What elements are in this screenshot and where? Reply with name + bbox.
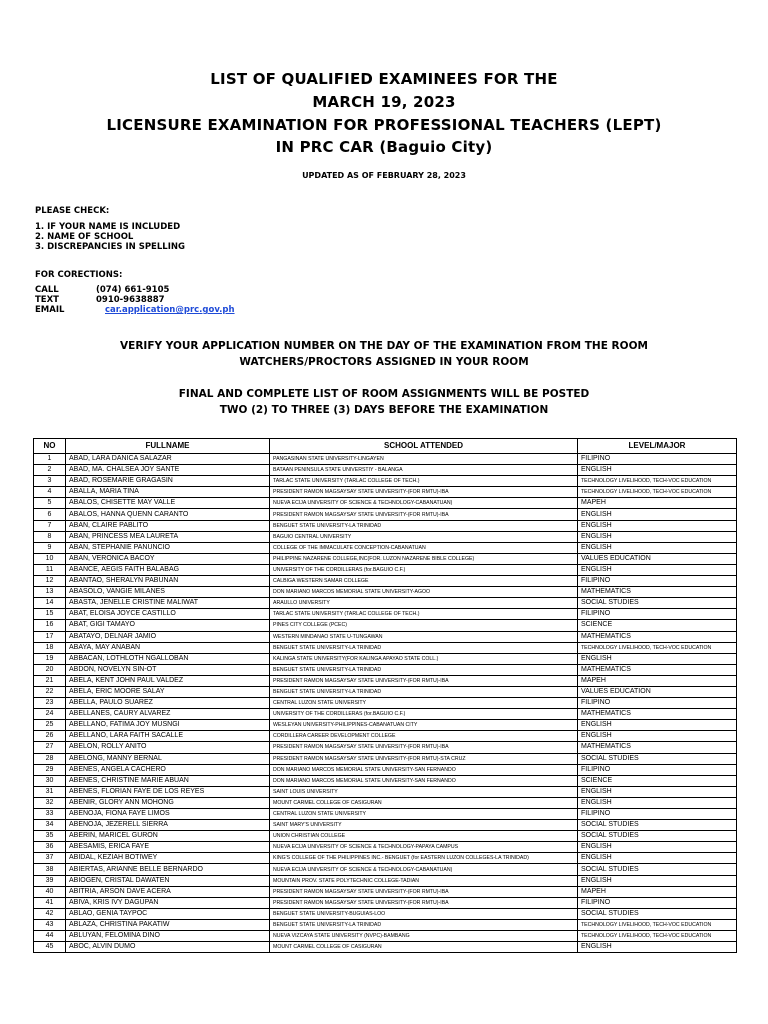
cell-level: ENGLISH — [578, 786, 737, 797]
cell-no: 8 — [34, 531, 66, 542]
cell-school: CORDILLERA CAREER DEVELOPMENT COLLEGE — [270, 731, 578, 742]
cell-level: MAPEH — [578, 498, 737, 509]
column-header-school: SCHOOL ATTENDED — [270, 439, 578, 454]
cell-level: FILIPINO — [578, 764, 737, 775]
cell-school: BATAAN PENINSULA STATE UNIVERSTIY - BALANGA — [270, 465, 578, 476]
cell-level: SCIENCE — [578, 620, 737, 631]
cell-school: TARLAC STATE UNIVERSITY (TARLAC COLLEGE OF TECH.) — [270, 609, 578, 620]
cell-no: 41 — [34, 897, 66, 908]
table-row — [34, 498, 737, 509]
cell-no: 37 — [34, 853, 66, 864]
cell-no: 23 — [34, 698, 66, 709]
text-number: 0910-9638887 — [96, 295, 165, 305]
cell-level: FILIPINO — [578, 576, 737, 587]
title-line-3: LICENSURE EXAMINATION FOR PROFESSIONAL TEACHERS (LEPT) — [106, 116, 662, 134]
title-line-2: MARCH 19, 2023 — [312, 93, 456, 111]
cell-level: VALUES EDUCATION — [578, 553, 737, 564]
table-row — [34, 919, 737, 930]
cell-no: 42 — [34, 908, 66, 919]
table-row — [34, 809, 737, 820]
cell-fullname: ABAT, GIGI TAMAYO — [66, 620, 270, 631]
cell-school: PRESIDENT RAMON MAGSAYSAY STATE UNIVERSITY-(FOR RMTU)-IBA — [270, 897, 578, 908]
cell-no: 38 — [34, 864, 66, 875]
cell-fullname: ABASTA, JENELLE CRISTINE MALIWAT — [66, 598, 270, 609]
table-row — [34, 642, 737, 653]
table-row — [34, 764, 737, 775]
cell-fullname: ABALLA, MARIA TINA — [66, 487, 270, 498]
cell-level: SOCIAL STUDIES — [578, 598, 737, 609]
cell-level: MATHEMATICS — [578, 709, 737, 720]
table-row — [34, 842, 737, 853]
please-check-title: PLEASE CHECK: — [35, 206, 110, 216]
cell-level: ENGLISH — [578, 531, 737, 542]
updated-date: UPDATED AS OF FEBRUARY 28, 2023 — [302, 171, 466, 180]
cell-fullname: ABAD, ROSEMARIE GRAGASIN — [66, 476, 270, 487]
cell-school: BENGUET STATE UNIVERSITY-LA TRINIDAD — [270, 520, 578, 531]
cell-level: ENGLISH — [578, 842, 737, 853]
table-row — [34, 631, 737, 642]
cell-fullname: ABIVA, KRIS IVY DAGUPAN — [66, 897, 270, 908]
cell-no: 28 — [34, 753, 66, 764]
cell-fullname: ABELA, ERIC MOORE SALAY — [66, 686, 270, 697]
cell-level: ENGLISH — [578, 720, 737, 731]
table-row — [34, 454, 737, 465]
cell-level: TECHNOLOGY LIVELIHOOD, TECH-VOC EDUCATION — [578, 476, 737, 487]
cell-no: 21 — [34, 675, 66, 686]
table-row — [34, 786, 737, 797]
cell-school: NUEVA ECIJA UNIVERSITY OF SCIENCE & TECHNOLOGY-CABANATUAN) — [270, 498, 578, 509]
cell-fullname: ABIERTAS, ARIANNE BELLE BERNARDO — [66, 864, 270, 875]
cell-school: PRESIDENT RAMON MAGSAYSAY STATE UNIVERSITY-(FOR RMTU)-STA CRUZ — [270, 753, 578, 764]
cell-school: PRESIDENT RAMON MAGSAYSAY STATE UNIVERSITY-(FOR RMTU)-IBA — [270, 487, 578, 498]
text-label: TEXT — [35, 295, 59, 305]
cell-school: KALINGA STATE UNIVERSITY(FOR KALINGA APAYAO STATE COLL.) — [270, 653, 578, 664]
cell-fullname: ABDON, NOVELYN SIN-OT — [66, 664, 270, 675]
cell-no: 4 — [34, 487, 66, 498]
cell-school: NUEVA VIZCAYA STATE UNIVERSITY (NVPC)-BAMBANG — [270, 931, 578, 942]
cell-fullname: ABELLA, PAULO SUAREZ — [66, 698, 270, 709]
table-row — [34, 542, 737, 553]
cell-level: MAPEH — [578, 886, 737, 897]
cell-level: ENGLISH — [578, 564, 737, 575]
table-body — [34, 454, 737, 953]
cell-fullname: ABENES, ANGELA CACHERO — [66, 764, 270, 775]
verify-line-2: WATCHERS/PROCTORS ASSIGNED IN YOUR ROOM — [239, 356, 529, 368]
cell-no: 43 — [34, 919, 66, 930]
cell-level: FILIPINO — [578, 698, 737, 709]
cell-level: ENGLISH — [578, 942, 737, 953]
cell-fullname: ABAN, PRINCESS MEA LAURETA — [66, 531, 270, 542]
cell-school: MOUNT CARMEL COLLEGE OF CASIGURAN — [270, 942, 578, 953]
cell-fullname: ABERIN, MARICEL GURON — [66, 831, 270, 842]
cell-school: BENGUET STATE UNIVERSITY-LA TRINIDAD — [270, 642, 578, 653]
table-row — [34, 897, 737, 908]
cell-fullname: ABIDAL, KEZIAH BOTIWEY — [66, 853, 270, 864]
table-row — [34, 831, 737, 842]
check-item-2: 2. NAME OF SCHOOL — [35, 232, 134, 242]
cell-school: WESTERN MINDANAO STATE U-TUNGAWAN — [270, 631, 578, 642]
cell-no: 14 — [34, 598, 66, 609]
cell-fullname: ABESAMIS, ERICA FAYE — [66, 842, 270, 853]
cell-level: ENGLISH — [578, 465, 737, 476]
cell-level: TECHNOLOGY LIVELIHOOD, TECH-VOC EDUCATION — [578, 642, 737, 653]
table-row — [34, 864, 737, 875]
email-row — [35, 305, 235, 315]
cell-no: 19 — [34, 653, 66, 664]
final-line-1: FINAL AND COMPLETE LIST OF ROOM ASSIGNMENTS WILL BE POSTED — [178, 388, 590, 400]
cell-fullname: ABELA, KENT JOHN PAUL VALDEZ — [66, 675, 270, 686]
cell-no: 3 — [34, 476, 66, 487]
cell-school: CENTRAL LUZON STATE UNIVERSITY — [270, 809, 578, 820]
cell-level: ENGLISH — [578, 731, 737, 742]
table-header-row — [34, 439, 737, 454]
cell-school: WESLEYAN UNIVERSITY-PHILIPPINES-CABANATUAN CITY — [270, 720, 578, 731]
corrections-title: FOR CORECTIONS: — [35, 270, 123, 280]
cell-fullname: ABENOJA, JEZERELL SIERRA — [66, 820, 270, 831]
table-row — [34, 509, 737, 520]
cell-fullname: ABAN, VERONICA BACOY — [66, 553, 270, 564]
cell-no: 5 — [34, 498, 66, 509]
cell-school: DON MARIANO MARCOS MEMORIAL STATE UNIVERSITY-SAN FERNANDO — [270, 775, 578, 786]
cell-school: PRESIDENT RAMON MAGSAYSAY STATE UNIVERSITY-(FOR RMTU)-IBA — [270, 742, 578, 753]
table-row — [34, 797, 737, 808]
table-row — [34, 553, 737, 564]
cell-level: ENGLISH — [578, 797, 737, 808]
table-row — [34, 564, 737, 575]
final-line-2: TWO (2) TO THREE (3) DAYS BEFORE THE EXAMINATION — [219, 404, 549, 416]
cell-school: COLLEGE OF THE IMMACULATE CONCEPTION-CABANATUAN — [270, 542, 578, 553]
cell-school: NUEVA ECIJA UNIVERSITY OF SCIENCE & TECHNOLOGY-PAPAYA CAMPUS — [270, 842, 578, 853]
cell-no: 35 — [34, 831, 66, 842]
cell-no: 9 — [34, 542, 66, 553]
final-list-notice — [0, 386, 768, 418]
cell-school: UNION CHRISTIAN COLLEGE — [270, 831, 578, 842]
table-row — [34, 675, 737, 686]
table-row — [34, 620, 737, 631]
cell-no: 2 — [34, 465, 66, 476]
cell-no: 40 — [34, 886, 66, 897]
cell-fullname: ABAYA, MAY ANABAN — [66, 642, 270, 653]
cell-fullname: ABASOLO, VANGIE MILANES — [66, 587, 270, 598]
cell-fullname: ABIOGEN, CRISTAL DAWATEN — [66, 875, 270, 886]
cell-school: MOUNTAIN PROV. STATE POLYTECHNIC COLLEGE-TADIAN — [270, 875, 578, 886]
column-header-fullname: FULLNAME — [66, 439, 270, 454]
cell-fullname: ABAD, LARA DANICA SALAZAR — [66, 454, 270, 465]
cell-school: PANGASINAN STATE UNIVERSITY-LINGAYEN — [270, 454, 578, 465]
cell-level: FILIPINO — [578, 809, 737, 820]
cell-school: CALBIGA WESTERN SAMAR COLLEGE — [270, 576, 578, 587]
cell-level: VALUES EDUCATION — [578, 686, 737, 697]
table-row — [34, 853, 737, 864]
cell-no: 7 — [34, 520, 66, 531]
cell-school: DON MARIANO MARCOS MEMORIAL STATE UNIVERSITY-AGOO — [270, 587, 578, 598]
table-row — [34, 698, 737, 709]
cell-fullname: ABELLANO, FATIMA JOY MUSNGI — [66, 720, 270, 731]
cell-fullname: ABALOS, HANNA QUENN CARANTO — [66, 509, 270, 520]
cell-no: 45 — [34, 942, 66, 953]
cell-level: ENGLISH — [578, 509, 737, 520]
cell-no: 10 — [34, 553, 66, 564]
cell-level: ENGLISH — [578, 520, 737, 531]
contact-info — [35, 285, 235, 315]
cell-no: 15 — [34, 609, 66, 620]
cell-level: TECHNOLOGY LIVELIHOOD, TECH-VOC EDUCATION — [578, 919, 737, 930]
cell-fullname: ABENES, CHRISTINE MARIE ABUAN — [66, 775, 270, 786]
cell-fullname: ABAN, CLAIRE PABLITO — [66, 520, 270, 531]
table-row — [34, 576, 737, 587]
email-label: EMAIL — [35, 305, 65, 315]
title-line-4: IN PRC CAR (Baguio City) — [275, 138, 493, 156]
cell-no: 20 — [34, 664, 66, 675]
table-row — [34, 753, 737, 764]
cell-level: MAPEH — [578, 675, 737, 686]
cell-fullname: ABOC, ALVIN DUMO — [66, 942, 270, 953]
table-row — [34, 775, 737, 786]
cell-level: MATHEMATICS — [578, 664, 737, 675]
cell-no: 22 — [34, 686, 66, 697]
cell-level: ENGLISH — [578, 653, 737, 664]
cell-no: 6 — [34, 509, 66, 520]
cell-level: ENGLISH — [578, 875, 737, 886]
cell-fullname: ABAT, ELOISA JOYCE CASTILLO — [66, 609, 270, 620]
cell-school: ARAULLO UNIVERSITY — [270, 598, 578, 609]
table-row — [34, 709, 737, 720]
call-label: CALL — [35, 285, 59, 295]
table-row — [34, 531, 737, 542]
cell-level: MATHEMATICS — [578, 742, 737, 753]
table-row — [34, 520, 737, 531]
cell-no: 36 — [34, 842, 66, 853]
table-row — [34, 587, 737, 598]
cell-level: SOCIAL STUDIES — [578, 753, 737, 764]
cell-school: CENTRAL LUZON STATE UNIVERSITY — [270, 698, 578, 709]
cell-no: 17 — [34, 631, 66, 642]
cell-no: 30 — [34, 775, 66, 786]
table-row — [34, 731, 737, 742]
cell-fullname: ABELLANO, LARA FAITH SACALLE — [66, 731, 270, 742]
column-header-no: NO — [34, 439, 66, 454]
cell-no: 25 — [34, 720, 66, 731]
cell-no: 33 — [34, 809, 66, 820]
cell-school: BENGUET STATE UNIVERSITY-LA TRINIDAD — [270, 664, 578, 675]
cell-no: 29 — [34, 764, 66, 775]
table-row — [34, 598, 737, 609]
cell-school: DON MARIANO MARCOS MEMORIAL STATE UNIVERSITY-SAN FERNANDO — [270, 764, 578, 775]
table-row — [34, 875, 737, 886]
cell-no: 27 — [34, 742, 66, 753]
cell-level: SOCIAL STUDIES — [578, 908, 737, 919]
cell-no: 16 — [34, 620, 66, 631]
cell-school: PRESIDENT RAMON MAGSAYSAY STATE UNIVERSITY-(FOR RMTU)-IBA — [270, 675, 578, 686]
cell-no: 32 — [34, 797, 66, 808]
table-row — [34, 720, 737, 731]
title-line-1: LIST OF QUALIFIED EXAMINEES FOR THE — [210, 70, 558, 88]
cell-no: 18 — [34, 642, 66, 653]
cell-level: SCIENCE — [578, 775, 737, 786]
cell-level: ENGLISH — [578, 853, 737, 864]
cell-no: 44 — [34, 931, 66, 942]
cell-level: TECHNOLOGY LIVELIHOOD, TECH-VOC EDUCATION — [578, 487, 737, 498]
cell-fullname: ABELONG, MANNY BERNAL — [66, 753, 270, 764]
check-item-3: 3. DISCREPANCIES IN SPELLING — [35, 242, 185, 252]
cell-fullname: ABENES, FLORIAN FAYE DE LOS REYES — [66, 786, 270, 797]
table-row — [34, 908, 737, 919]
table-row — [34, 886, 737, 897]
cell-fullname: ABELLANES, CAURY ALVAREZ — [66, 709, 270, 720]
email-link[interactable]: car.application@prc.gov.ph — [105, 305, 235, 315]
cell-level: SOCIAL STUDIES — [578, 820, 737, 831]
cell-school: UNIVERSITY OF THE CORDILLERAS (for.BAGUIO C.F.) — [270, 709, 578, 720]
cell-school: BAGUIO CENTRAL UNIVERSITY — [270, 531, 578, 542]
cell-no: 11 — [34, 564, 66, 575]
cell-fullname: ABENIR, GLORY ANN MOHONG — [66, 797, 270, 808]
call-number: (074) 661-9105 — [96, 285, 170, 295]
cell-school: NUEVA ECIJA UNIVERSITY OF SCIENCE & TECHNOLOGY-CABANATUAN) — [270, 864, 578, 875]
cell-fullname: ABANCE, AEGIS FAITH BALABAG — [66, 564, 270, 575]
cell-school: SAINT MARY'S UNIVERSITY — [270, 820, 578, 831]
cell-level: ENGLISH — [578, 542, 737, 553]
text-row — [35, 295, 235, 305]
table-row — [34, 820, 737, 831]
cell-level: FILIPINO — [578, 609, 737, 620]
cell-no: 39 — [34, 875, 66, 886]
cell-school: BENGUET STATE UNIVERSITY-BUGUIAS-LOO — [270, 908, 578, 919]
table-row — [34, 487, 737, 498]
cell-no: 34 — [34, 820, 66, 831]
examinees-table — [33, 438, 737, 953]
cell-school: PRESIDENT RAMON MAGSAYSAY STATE UNIVERSITY-(FOR RMTU)-IBA — [270, 509, 578, 520]
cell-fullname: ABLAO, GENIA TAYPOC — [66, 908, 270, 919]
please-check-list — [35, 222, 185, 252]
cell-level: SOCIAL STUDIES — [578, 831, 737, 842]
table-row — [34, 686, 737, 697]
table-row — [34, 476, 737, 487]
cell-no: 24 — [34, 709, 66, 720]
cell-level: FILIPINO — [578, 454, 737, 465]
table-row — [34, 465, 737, 476]
cell-no: 12 — [34, 576, 66, 587]
cell-level: FILIPINO — [578, 897, 737, 908]
call-row — [35, 285, 235, 295]
cell-no: 13 — [34, 587, 66, 598]
table-row — [34, 942, 737, 953]
cell-fullname: ABENOJA, FIONA FAYE LIMOS — [66, 809, 270, 820]
cell-school: PINES CITY COLLEGE (PCEC) — [270, 620, 578, 631]
cell-fullname: ABITRIA, ARSON DAVE ACERA — [66, 886, 270, 897]
cell-level: MATHEMATICS — [578, 631, 737, 642]
check-item-1: 1. IF YOUR NAME IS INCLUDED — [35, 222, 181, 232]
cell-level: SOCIAL STUDIES — [578, 864, 737, 875]
cell-school: TARLAC STATE UNIVERSITY (TARLAC COLLEGE OF TECH.) — [270, 476, 578, 487]
cell-fullname: ABELON, ROLLY ANITO — [66, 742, 270, 753]
cell-school: UNIVERSITY OF THE CORDILLERAS (for.BAGUIO C.F.) — [270, 564, 578, 575]
table-row — [34, 742, 737, 753]
cell-fullname: ABATAYO, DELNAR JAMIO — [66, 631, 270, 642]
cell-school: KING'S COLLEGE OF THE PHILIPPINES INC.- BENGUET (for EASTERN LUZON COLLEGES-LA TRINIDAD) — [270, 853, 578, 864]
cell-level: TECHNOLOGY LIVELIHOOD, TECH-VOC EDUCATION — [578, 931, 737, 942]
cell-fullname: ABAN, STEPHANIE PANUNCIO — [66, 542, 270, 553]
table-row — [34, 653, 737, 664]
cell-fullname: ABAD, MA. CHALSEA JOY SANTE — [66, 465, 270, 476]
cell-school: PHILIPPINE NAZARENE COLLEGE,INC(FOR. LUZON NAZARENE BIBLE COLLEGE) — [270, 553, 578, 564]
cell-no: 26 — [34, 731, 66, 742]
verify-line-1: VERIFY YOUR APPLICATION NUMBER ON THE DAY OF THE EXAMINATION FROM THE ROOM — [120, 340, 648, 352]
table-row — [34, 931, 737, 942]
cell-no: 31 — [34, 786, 66, 797]
cell-school: BENGUET STATE UNIVERSITY-LA TRINIDAD — [270, 919, 578, 930]
cell-school: SAINT LOUIS UNIVERSITY — [270, 786, 578, 797]
cell-no: 1 — [34, 454, 66, 465]
cell-school: BENGUET STATE UNIVERSITY-LA TRINIDAD — [270, 686, 578, 697]
table-row — [34, 664, 737, 675]
cell-school: MOUNT CARMEL COLLEGE OF CASIGURAN — [270, 797, 578, 808]
cell-level: MATHEMATICS — [578, 587, 737, 598]
cell-fullname: ABLUYAN, FELOMINA DINO — [66, 931, 270, 942]
cell-fullname: ABALOS, CHISETTE MAY VALLE — [66, 498, 270, 509]
cell-fullname: ABBACAN, LOTHLOTH NGALLOBAN — [66, 653, 270, 664]
column-header-level: LEVEL/MAJOR — [578, 439, 737, 454]
cell-fullname: ABANTAO, SHERALYN PABUNAN — [66, 576, 270, 587]
cell-school: PRESIDENT RAMON MAGSAYSAY STATE UNIVERSITY-(FOR RMTU)-IBA — [270, 886, 578, 897]
table-row — [34, 609, 737, 620]
cell-fullname: ABLAZA, CHRISTINA PAKATIW — [66, 919, 270, 930]
verify-notice — [0, 338, 768, 370]
